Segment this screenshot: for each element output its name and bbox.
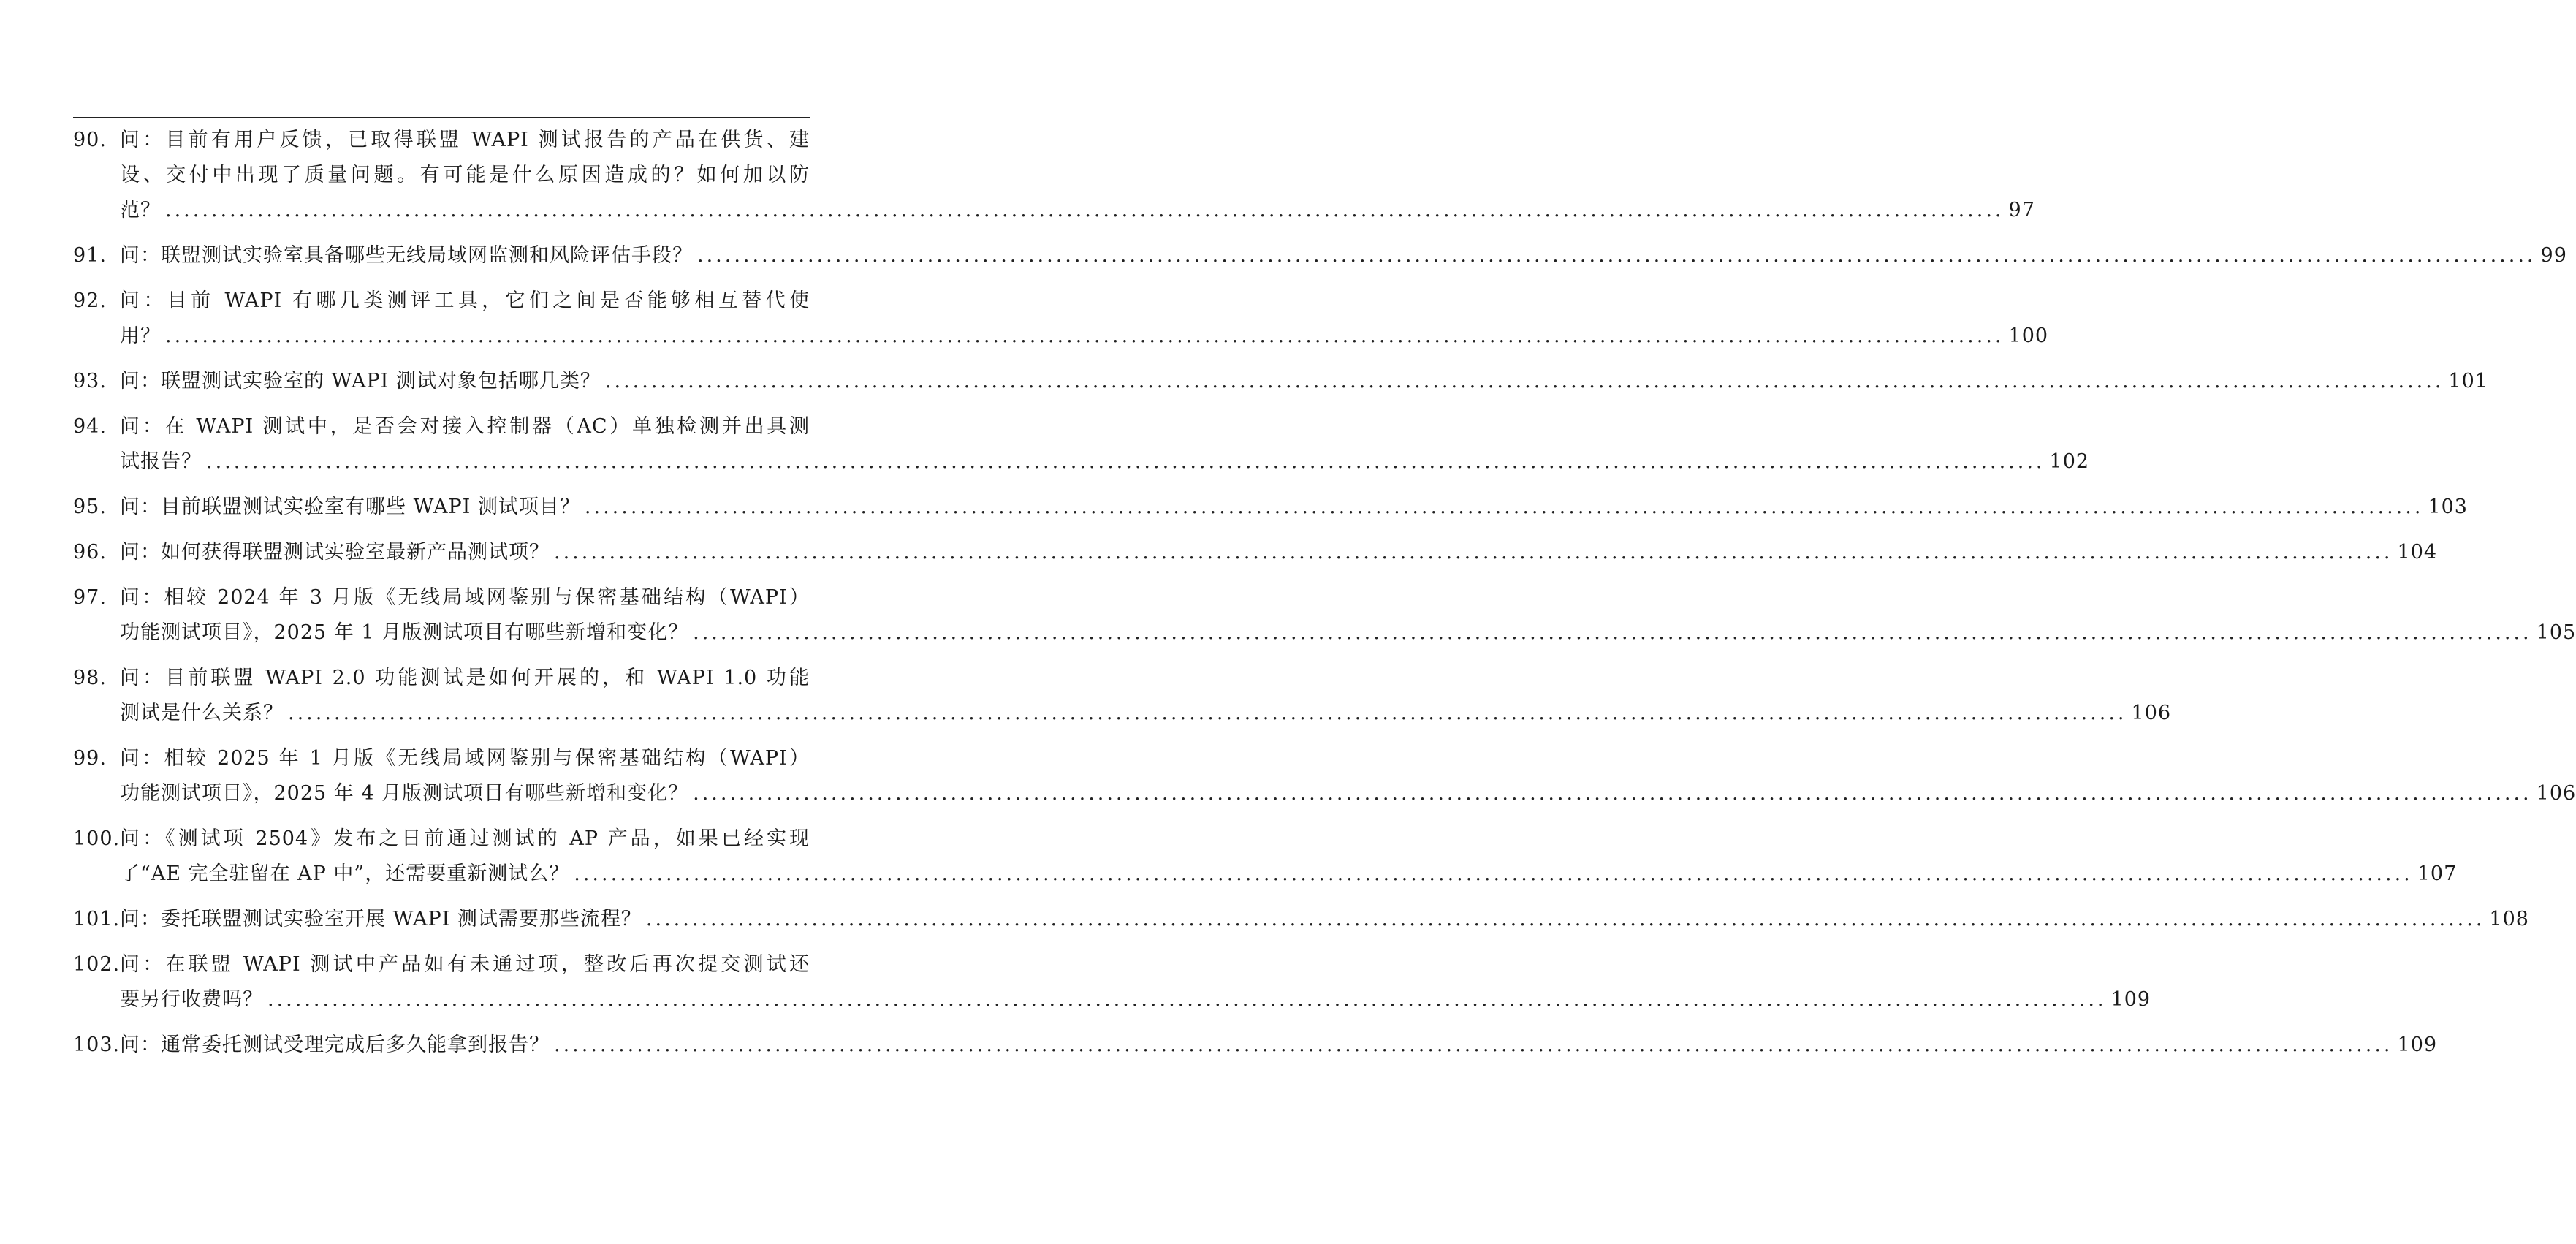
entry-question-line: 要另行收费吗？ [120, 988, 263, 1011]
entry-question-line: 问：在联盟 WAPI 测试中产品如有未通过项，整改后再次提交测试还 [120, 953, 810, 976]
entry-question-line: 了“AE 完全驻留在 AP 中”，还需要重新测试么？ [120, 862, 570, 885]
entry-question-line: 问：通常委托测试受理完成后多久能拿到报告？ [120, 1033, 550, 1056]
toc-entry[interactable] [73, 364, 2488, 399]
entry-question-line: 问：相较 2024 年 3 月版《无线局域网鉴别与保密基础结构（WAPI） [120, 586, 810, 609]
entry-question-line: 问：目前有用户反馈，已取得联盟 WAPI 测试报告的产品在供货、建 [120, 129, 810, 151]
dot-leader: ........................................................................................................................................................................................................ [165, 325, 2005, 347]
entry-number: 98. [73, 667, 107, 689]
toc-entry[interactable] [73, 947, 2151, 1017]
entry-number: 91. [73, 244, 107, 267]
entry-question-line: 用？ [120, 325, 161, 347]
entry-question-line: 问：相较 2025 年 1 月版《无线局域网鉴别与保密基础结构（WAPI） [120, 747, 810, 770]
entry-page-number: 99 [2540, 244, 2567, 267]
entry-number: 92. [73, 289, 107, 312]
entry-question-line: 测试是什么关系？ [120, 702, 284, 724]
toc-entry[interactable] [73, 284, 2049, 354]
entry-question-line: 问：目前联盟 WAPI 2.0 功能测试是如何开展的，和 WAPI 1.0 功能 [120, 667, 810, 689]
entry-page-number: 109 [2110, 988, 2151, 1011]
toc-entry[interactable] [73, 822, 2458, 892]
header-rule [73, 117, 810, 118]
entry-number: 95. [73, 496, 107, 518]
entry-question-line: 问：委托联盟测试实验室开展 WAPI 测试需要那些流程？ [120, 908, 642, 930]
entry-question-line: 功能测试项目》，2025 年 1 月版测试项目有哪些新增和变化？ [120, 621, 689, 644]
toc-entry[interactable] [73, 123, 2035, 228]
entry-question-line: 试报告？ [120, 450, 202, 473]
toc-entry[interactable] [73, 535, 2438, 570]
dot-leader: ........................................................................................................................................................................................................ [697, 244, 2537, 267]
dot-leader: ........................................................................................................................................................................................................ [165, 199, 2005, 221]
entry-page-number: 107 [2417, 862, 2458, 885]
toc-entry[interactable] [73, 409, 2090, 479]
entry-page-number: 106 [2536, 782, 2576, 805]
entry-question-line: 问：联盟测试实验室具备哪些无线局域网监测和风险评估手段？ [120, 244, 693, 267]
dot-leader: ........................................................................................................................................................................................................ [554, 1033, 2393, 1056]
entry-number: 94. [73, 415, 107, 438]
dot-leader: ........................................................................................................................................................................................................ [693, 621, 2532, 644]
entry-question-line: 范？ [120, 199, 161, 221]
toc-entry[interactable] [73, 490, 2468, 525]
toc-entry[interactable] [73, 1028, 2438, 1063]
toc-entry[interactable] [73, 902, 2529, 937]
entry-number: 100. [73, 827, 121, 850]
entry-question-line: 设、交付中出现了质量问题。有可能是什么原因造成的？如何加以防 [120, 164, 810, 186]
entry-number: 93. [73, 370, 107, 392]
entry-page-number: 97 [2008, 199, 2035, 221]
entry-number: 97. [73, 586, 107, 609]
dot-leader: ........................................................................................................................................................................................................ [574, 862, 2413, 885]
entry-page-number: 106 [2131, 702, 2172, 724]
entry-number: 99. [73, 747, 107, 770]
entry-page-number: 109 [2397, 1033, 2438, 1056]
dot-leader: ........................................................................................................................................................................................................ [693, 782, 2532, 805]
dot-leader: ........................................................................................................................................................................................................ [206, 450, 2045, 473]
dot-leader: ........................................................................................................................................................................................................ [645, 908, 2485, 930]
entry-page-number: 101 [2448, 370, 2488, 392]
entry-question-line: 问：联盟测试实验室的 WAPI 测试对象包括哪几类？ [120, 370, 601, 392]
entry-page-number: 102 [2049, 450, 2090, 473]
entry-page-number: 105 [2536, 621, 2576, 644]
entry-number: 101. [73, 908, 121, 930]
dot-leader: ........................................................................................................................................................................................................ [267, 988, 2107, 1011]
toc-entry[interactable] [73, 661, 2172, 731]
entry-question-line: 问：目前 WAPI 有哪几类测评工具，它们之间是否能够相互替代使 [120, 289, 810, 312]
dot-leader: ........................................................................................................................................................................................................ [604, 370, 2444, 392]
entry-page-number: 100 [2008, 325, 2049, 347]
toc-entry[interactable] [73, 580, 2576, 651]
toc-entry[interactable] [73, 741, 2576, 811]
dot-leader: ........................................................................................................................................................................................................ [584, 496, 2424, 518]
entry-number: 90. [73, 129, 107, 151]
entry-number: 103. [73, 1033, 121, 1056]
entry-question-line: 问：目前联盟测试实验室有哪些 WAPI 测试项目？ [120, 496, 580, 518]
entry-number: 102. [73, 953, 121, 976]
dot-leader: ........................................................................................................................................................................................................ [288, 702, 2127, 724]
entry-page-number: 103 [2428, 496, 2468, 518]
entry-number: 96. [73, 541, 107, 564]
entry-page-number: 104 [2397, 541, 2438, 564]
dot-leader: ........................................................................................................................................................................................................ [554, 541, 2393, 564]
table-of-contents [73, 123, 2576, 1073]
entry-question-line: 问：如何获得联盟测试实验室最新产品测试项？ [120, 541, 550, 564]
entry-question-line: 问：在 WAPI 测试中，是否会对接入控制器（AC）单独检测并出具测 [120, 415, 810, 438]
toc-entry[interactable] [73, 238, 2567, 273]
entry-page-number: 108 [2489, 908, 2529, 930]
entry-question-line: 功能测试项目》，2025 年 4 月版测试项目有哪些新增和变化？ [120, 782, 689, 805]
entry-question-line: 问：《测试项 2504》发布之日前通过测试的 AP 产品，如果已经实现 [120, 827, 810, 850]
